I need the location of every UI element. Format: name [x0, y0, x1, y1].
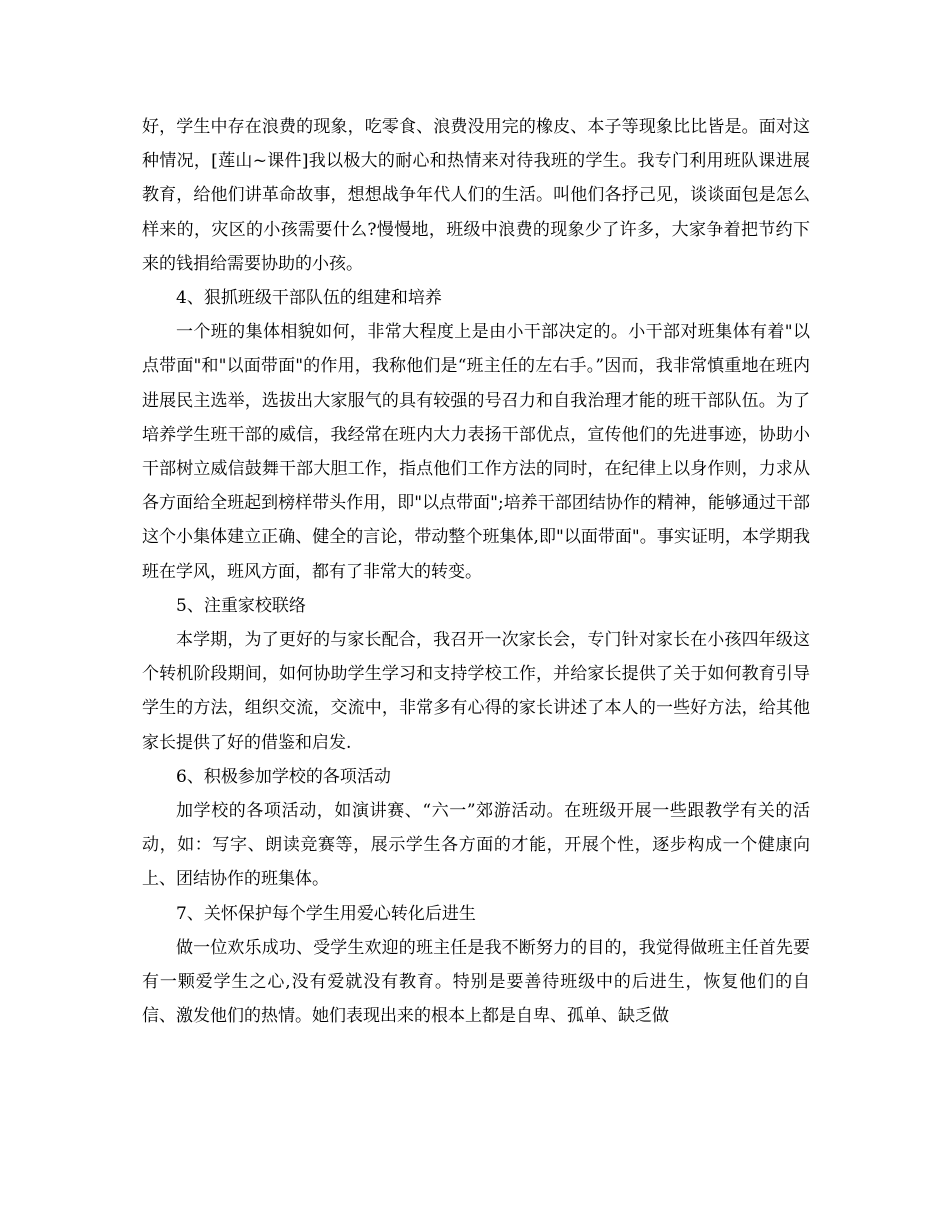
paragraph-care-students: 做一位欢乐成功、受学生欢迎的班主任是我不断努力的目的，我觉得做班主任首先要有一颗爱学生之心,没有爱就没有教育。特别是要善待班级中的后进生，恢复他们的自信、激发他们的热情。她们表现出来的根本上都是自卑、孤单、缺乏做: [142, 937, 810, 1027]
paragraph-school-activities: 加学校的各项活动，如演讲赛、“六一”郊游活动。在班级开展一些跟教学有关的活动，如：写字、朗读竞赛等，展示学生各方面的才能，开展个性，逐步构成一个健康向上、团结协作的班集体。: [142, 801, 810, 890]
heading-class-cadres: 4、狠抓班级干部队伍的组建和培养: [176, 288, 442, 309]
heading-home-school-contact: 5、注重家校联络: [176, 595, 306, 616]
document-body: [142, 110, 810, 1033]
heading-care-students: 7、关怀保护每个学生用爱心转化后进生: [176, 903, 476, 924]
paragraph-waste-education: 好，学生中存在浪费的现象，吃零食、浪费没用完的橡皮、本子等现象比比皆是。面对这种情况，[莲山~课件]我以极大的耐心和热情来对待我班的学生。我专门利用班队课进展教育，给他们讲革命故事，想想战争年代人们的生活。叫他们各抒己见，谈谈面包是怎么样来的，灾区的小孩需要什么?慢慢地，班级中浪费的现象少了许多，大家争着把节约下来的钱捐给需要协助的小孩。: [142, 117, 810, 274]
paragraph-class-cadres: 一个班的集体相貌如何，非常大程度上是由小干部决定的。小干部对班集体有着"以点带面"和"以面带面"的作用，我称他们是“班主任的左右手。”因而，我非常慎重地在班内进展民主选举，选拔出大家服气的具有较强的号召力和自我治理才能的班干部队伍。为了培养学生班干部的威信，我经常在班内大力表扬干部优点，宣传他们的先进事迹，协助小干部树立威信鼓舞干部大胆工作，指点他们工作方法的同时，在纪律上以身作则，力求从各方面给全班起到榜样带头作用，即"以点带面";培养干部团结协作的精神，能够通过干部这个小集体建立正确、健全的言论，带动整个班集体,即"以面带面"。事实证明，本学期我班在学风，班风方面，都有了非常大的转变。: [142, 322, 810, 582]
heading-school-activities: 6、积极参加学校的各项活动: [176, 766, 391, 787]
paragraph-home-school-contact: 本学期，为了更好的与家长配合，我召开一次家长会，专门针对家长在小孩四年级这个转机阶段期间，如何协助学生学习和支持学校工作，并给家长提供了关于如何教育引导学生的方法，组织交流，交流中，非常多有心得的家长讲述了本人的一些好方法，给其他家长提供了好的借鉴和启发.: [142, 630, 810, 753]
